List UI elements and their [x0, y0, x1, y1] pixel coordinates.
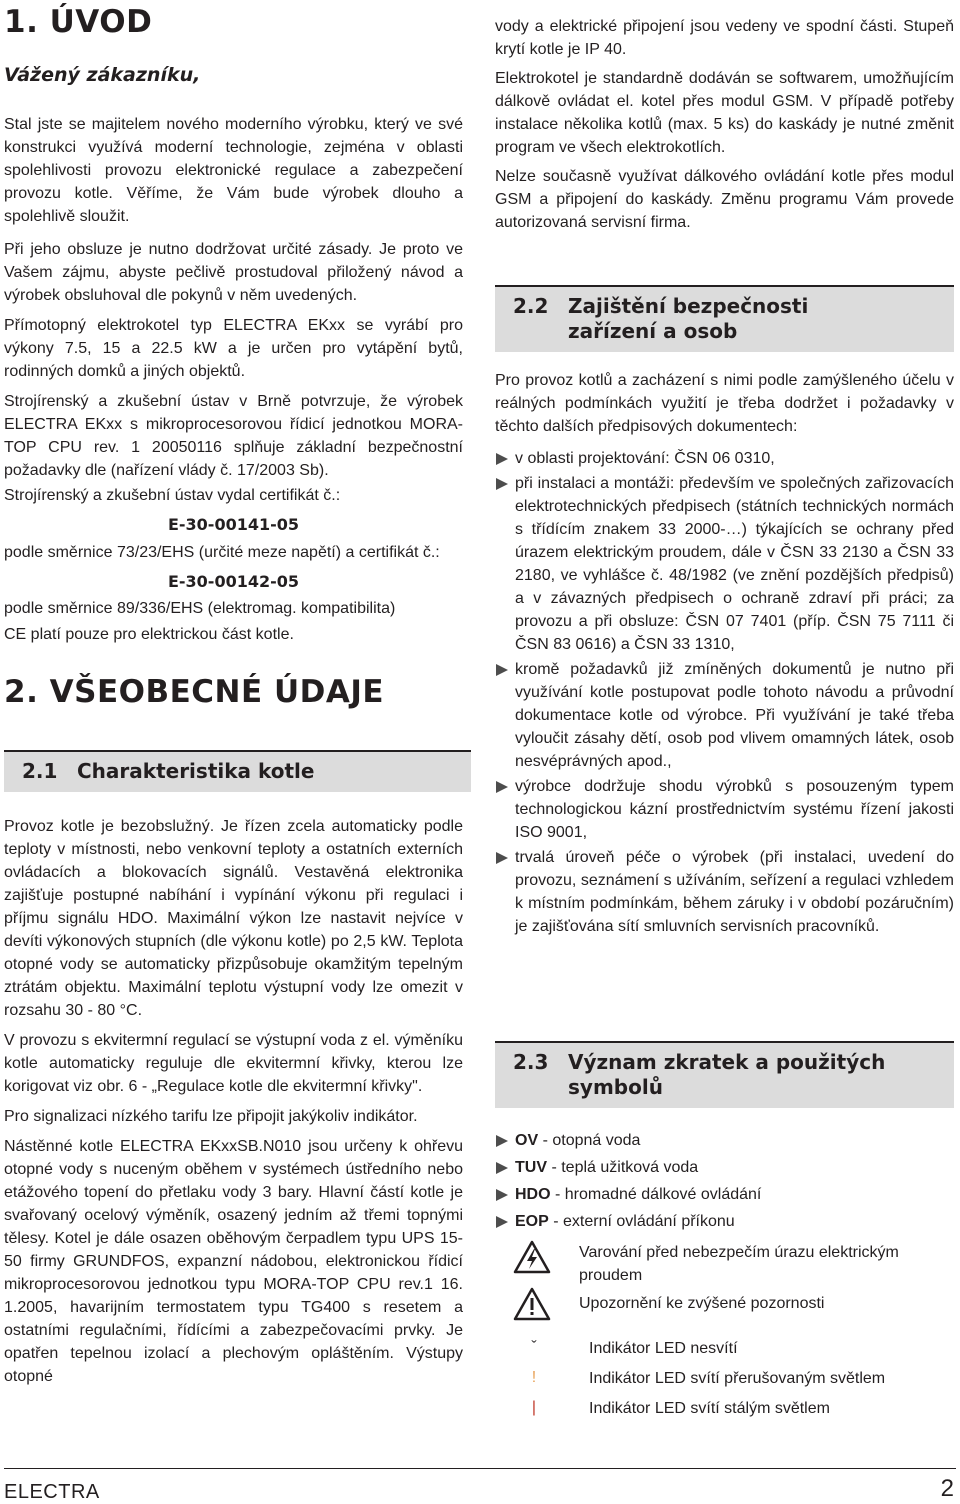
certificate-1-text: podle směrnice 73/23/EHS (určité meze napětí) a certifikát č.:	[4, 544, 440, 561]
list-item	[495, 472, 954, 656]
greeting: Vážený zákazníku,	[4, 64, 201, 86]
led-on-icon: |	[531, 1399, 537, 1416]
arrow-bullet-icon	[496, 478, 508, 490]
abbreviation: OV	[515, 1132, 539, 1149]
abbreviations-list	[495, 1129, 954, 1233]
led-label: Indikátor LED svítí přerušovaným světlem	[589, 1370, 886, 1387]
symbol-row-electric	[495, 1238, 954, 1288]
section-number: 2.2	[513, 294, 549, 318]
arrow-bullet-icon	[496, 781, 508, 793]
led-legend	[495, 1334, 954, 1424]
arrow-bullet-icon	[496, 1189, 508, 1201]
led-row-blinking	[495, 1364, 954, 1394]
safety-text	[495, 369, 954, 938]
led-label: Indikátor LED nesvítí	[589, 1340, 738, 1357]
ce-text: CE platí pouze pro elektrickou část kotle.	[4, 626, 294, 643]
characteristics-text	[4, 815, 463, 1388]
abbreviation: TUV	[515, 1159, 547, 1176]
section-heading-line: Význam zkratek a použitých	[568, 1050, 886, 1074]
section-heading-line: symbolů	[568, 1075, 663, 1099]
section-heading-text: Charakteristika kotle	[77, 759, 315, 783]
safety-paragraph: Pro provoz kotlů a zacházení s nimi podle zamýšleného účelu v reálných podmínkách využití je třeba dodržet i požadavky v těchto dalších předpisových dokumentech:	[495, 372, 954, 435]
certificate-2-text: podle směrnice 89/336/EHS (elektromag. kompatibilita)	[4, 600, 396, 617]
arrow-bullet-icon	[496, 664, 508, 676]
abbreviation-item	[495, 1210, 954, 1233]
led-label: Indikátor LED svítí stálým světlem	[589, 1400, 830, 1417]
connection-paragraph: Nelze současně využívat dálkového ovládání kotle přes modul GSM a připojení do kaskády. Změnu programu Vám provede autorizovaná servisní firma.	[495, 168, 954, 231]
characteristics-paragraph: Nástěnné kotle ELECTRA EKxxSB.N010 jsou určeny k ohřevu otopné vody s nuceným oběhem v systémech ústředního nebo etážového topení do přetlaku vody 3 bary. Hlavní částí kotle je svařovaný ocelový výměník, osazený jedním až třemi topnými tělesy. Kotel je dále osazen oběhovým čerpadlem typu UPS 15-50 firmy GRUNDFOS, expanzní nádobou, elektronickou řídicí mikroprocesorovou jednotkou typu MORA-TOP CPU rev.1 16. 1.2005, havarijním termostatem typu TG400 s resetem a ostatními regulačními, řídícími a zabezpečovacími prvky. Je opatřen tepelnou izolací a plechovým opláštěním. Výstupy otopné	[4, 1138, 463, 1385]
abbreviation-description: - externí ovládání příkonu	[548, 1213, 735, 1230]
arrow-bullet-icon	[496, 1216, 508, 1228]
footer-brand: ELECTRA	[4, 1481, 100, 1503]
section-heading-2-1	[4, 750, 471, 792]
characteristics-paragraph: Provoz kotle je bezobslužný. Je řízen zcela automaticky podle teploty v místnosti, nebo venkovní teploty a ostatních externích ovládacích a blokovacích signálů. Vestavěná elektronika zajišťuje postupné nabíhání i vypínání výkonu při regulaci i příjmu signálu HDO. Maximální výkon lze nastavit nejvíce v devíti výkonových stupních (dle výkonu kotle) po 2,5 kW. Teplota otopné vody se automaticky přizpůsobuje okamžitým tepelným ztrátám objektu. Maximální teplotu výstupní vody lze omezit v rozsahu 30 - 80 °C.	[4, 818, 463, 1019]
abbreviation-description: - otopná voda	[538, 1132, 641, 1149]
list-item-text: výrobce dodržuje shodu výrobků s posouzeným typem technologickou kázní prostřednictvím systému řízení jakosti ISO 9001,	[515, 778, 954, 841]
certificate-number-1: E-30-00141-05	[167, 515, 300, 534]
list-item	[495, 658, 954, 773]
connection-paragraph: vody a elektrické připojení jsou vedeny ve spodní části. Stupeň krytí kotle je IP 40.	[495, 18, 954, 58]
characteristics-paragraph: V provozu s ekvitermní regulací se výstupní voda z el. výměníku kotle automaticky reguluje dle ekvitermní křivky, kterou lze korigovat viz obr. 6 - „Regulace kotle dle ekvitermní křivky".	[4, 1032, 463, 1095]
led-row-off	[495, 1334, 954, 1364]
page-number: 2	[940, 1475, 954, 1502]
intro-paragraph: Při jeho obsluze je nutno dodržovat určité zásady. Je proto ve Vašem zájmu, abyste pečlivě prostudoval přiložený návod a výrobek obsluhoval dle pokynů v něm uvedených.	[4, 241, 463, 304]
section-number: 2.3	[513, 1050, 549, 1074]
symbol-row-attention	[495, 1287, 954, 1323]
intro-text	[4, 113, 463, 646]
section-heading-line: Zajištění bezpečnosti	[568, 294, 809, 318]
abbreviation-item	[495, 1129, 954, 1152]
intro-paragraph: Stal jste se majitelem nového moderního výrobku, který ve své konstrukci využívá moderní technologie, zejména v oblasti spolehlivosti provozu elektronické regulace a zabezpečení provozu kotle. Věříme, že Vám bude výrobek dlouho a spolehlivě sloužit.	[4, 116, 463, 225]
abbreviation-description: - teplá užitková voda	[547, 1159, 699, 1176]
section-heading-2-3	[495, 1041, 954, 1108]
intro-paragraph: Strojírenský a zkušební ústav vydal certifikát č.:	[4, 487, 341, 504]
intro-paragraph: Přímotopný elektrokotel typ ELECTRA EKxx se vyrábí pro výkony 7.5, 15 a 22.5 kW a je určen pro vytápění bytů, rodinných domků a jiných objektů.	[4, 317, 463, 380]
section-title-vseobecne-udaje: 2. VŠEOBECNÉ ÚDAJE	[4, 674, 385, 710]
section-title-uvod: 1. ÚVOD	[4, 4, 153, 40]
exclamation-warning-icon	[513, 1287, 551, 1326]
connection-text	[495, 15, 954, 234]
symbol-label: Varování před nebezpečím úrazu elektrickým proudem	[579, 1244, 899, 1284]
list-item-text: trvalá úroveň péče o výrobek (při instalaci, uvedení do provozu, seznámení s užíváním, seřízení a regulaci vzhledem k místním podmínkám, během záruky i v období pozáručním) je zajišťována sítí smluvních servisních pracovníků.	[515, 849, 954, 935]
abbreviation: HDO	[515, 1186, 551, 1203]
arrow-bullet-icon	[496, 453, 508, 465]
certificate-number-2: E-30-00142-05	[167, 572, 300, 591]
led-off-icon: ˇ	[531, 1339, 537, 1356]
intro-paragraph: Strojírenský a zkušební ústav v Brně potvrzuje, že výrobek ELECTRA EKxx s mikroprocesorovou řídicí jednotkou MORA-TOP CPU rev. 1 20050116 splňuje základní bezpečnostní požadavky dle (nařízení vlády č. 17/2003 Sb).	[4, 393, 463, 479]
list-item	[495, 775, 954, 844]
list-item	[495, 846, 954, 938]
characteristics-paragraph: Pro signalizaci nízkého tarifu lze připojit jakýkoliv indikátor.	[4, 1108, 418, 1125]
arrow-bullet-icon	[496, 1162, 508, 1174]
abbreviation-description: - hromadné dálkové ovládání	[550, 1186, 762, 1203]
safety-requirements-list	[495, 447, 954, 938]
abbreviation-item	[495, 1156, 954, 1179]
symbol-label: Upozornění ke zvýšené pozornosti	[579, 1295, 825, 1312]
section-heading-text	[568, 1050, 885, 1100]
abbreviation: EOP	[515, 1213, 549, 1230]
list-item-text: kromě požadavků již zmíněných dokumentů je nutno při využívání kotle postupovat podle tohoto návodu a průvodní dokumentace kotle od výrobce. Při využívání je také třeba vyloučit zásahy dětí, osob pod vlivem omamných látek, osob nesvéprávných apod.,	[515, 661, 954, 770]
section-number: 2.1	[22, 759, 58, 783]
arrow-bullet-icon	[496, 852, 508, 864]
footer-divider	[4, 1468, 956, 1469]
section-heading-text	[568, 294, 808, 344]
abbreviation-item	[495, 1183, 954, 1206]
list-item-text: při instalaci a montáži: především ve společných zařizovacích elektrotechnických předpisech (státních technických normách s třídícím znakem 33 2000-…) týkajících se ochrany před úrazem elektrickým proudem, dále v ČSN 33 2130 a ČSN 33 2180, ve vyhlášce č. 48/1982 (ve znění pozdějších předpisů) a v závazných předpisech o ochraně zdraví při práci; za provozu a při obsluze: ČSN 07 7401 (příp. ČSN 75 7111 či ČSN 83 0616) a ČSN 33 1310,	[515, 475, 954, 653]
led-row-on	[495, 1394, 954, 1424]
section-heading-line: zařízení a osob	[568, 319, 738, 343]
section-heading-2-2	[495, 285, 954, 352]
list-item-text: v oblasti projektování: ČSN 06 0310,	[515, 450, 775, 467]
electric-shock-warning-icon	[513, 1240, 551, 1279]
abbreviations	[495, 1129, 954, 1233]
arrow-bullet-icon	[496, 1135, 508, 1147]
led-blinking-icon: !	[531, 1369, 537, 1386]
list-item	[495, 447, 954, 470]
connection-paragraph: Elektrokotel je standardně dodáván se softwarem, umožňujícím dálkově ovládat el. kotel přes modul GSM. V případě potřeby instalace několika kotlů (max. 5 ks) do kaskády je nutné změnit program ve všech elektrokotlích.	[495, 70, 954, 156]
